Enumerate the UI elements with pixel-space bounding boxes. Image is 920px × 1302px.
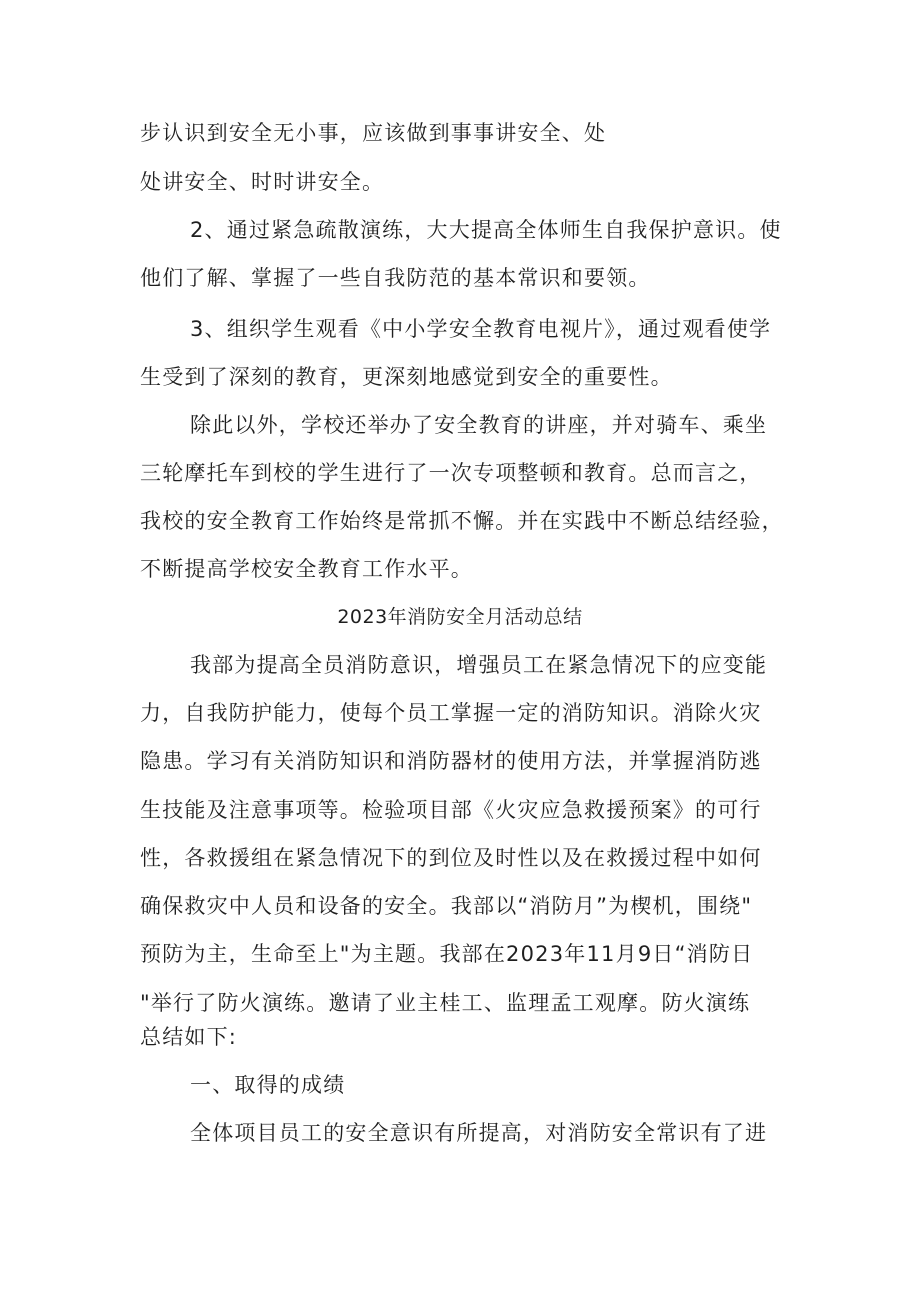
body-line-8: "举行了防火演练。邀请了业主桂工、监理孟工观摩。防火演练 — [140, 991, 751, 1015]
intro-line-1: 步认识到安全无小事，应该做到事事讲安全、处 — [140, 121, 607, 145]
item3-line-2: 生受到了深刻的教育，更深刻地感觉到安全的重要性。 — [140, 365, 673, 389]
item2-line-2: 他们了解、掌握了一些自我防范的基本常识和要领。 — [140, 266, 651, 290]
body-line-1: 我部为提高全员消防意识，增强员工在紧急情况下的应变能 — [190, 653, 768, 677]
intro-line-2: 处讲安全、时时讲安全。 — [140, 170, 385, 194]
closing-line-3: 我校的安全教育工作始终是常抓不懈。并在实践中不断总结经验， — [140, 509, 784, 533]
item2-line-1: 2、通过紧急疏散演练，大大提高全体师生自我保护意识。使 — [190, 218, 782, 242]
section-title: 2023年消防安全月活动总结 — [337, 606, 583, 628]
body-line-7: 预防为主，生命至上"为主题。我部在2023年11月9日“消防日 — [140, 942, 754, 966]
item3-line-1: 3、组织学生观看《中小学安全教育电视片》，通过观看使学 — [190, 317, 772, 341]
body-line-9: 总结如下: — [140, 1025, 238, 1049]
closing-line-1: 除此以外，学校还举办了安全教育的讲座，并对骑车、乘坐 — [190, 413, 768, 437]
body-line-3: 隐患。学习有关消防知识和消防器材的使用方法，并掌握消防逃 — [140, 749, 762, 773]
body-line-2: 力，自我防护能力，使每个员工掌握一定的消防知识。消除火灾 — [140, 701, 762, 725]
body-line-4: 生技能及注意事项等。检验项目部《火灾应急救援预案》的可行 — [140, 798, 762, 822]
body-line-6: 确保救灾中人员和设备的安全。我部以“消防月”为楔机，围绕" — [140, 894, 753, 918]
body-line-5: 性，各救援组在紧急情况下的到位及时性以及在救援过程中如何 — [140, 846, 762, 870]
closing-line-4: 不断提高学校安全教育工作水平。 — [140, 557, 473, 581]
last-line-1: 全体项目员工的安全意识有所提高，对消防安全常识有了进 — [190, 1121, 768, 1145]
closing-line-2: 三轮摩托车到校的学生进行了一次专项整顿和教育。总而言之， — [140, 461, 762, 485]
heading-achievements: 一、取得的成绩 — [190, 1073, 346, 1097]
